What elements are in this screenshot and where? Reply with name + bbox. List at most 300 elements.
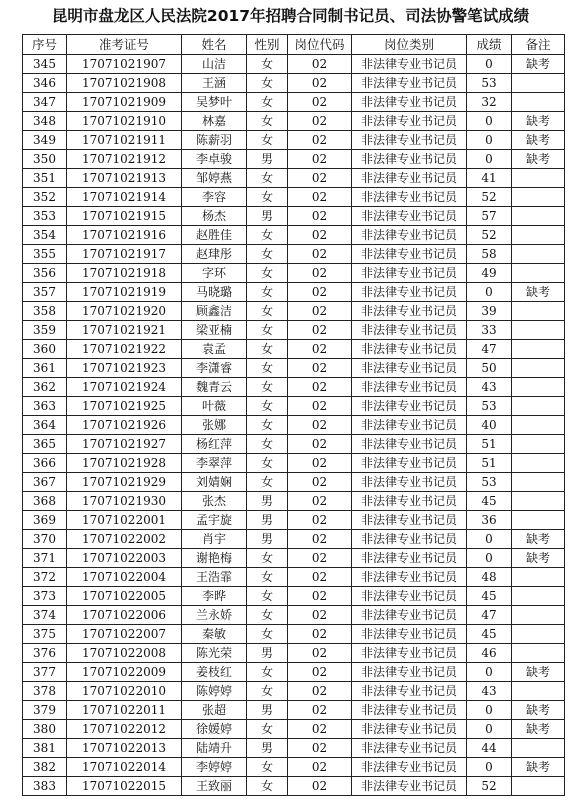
cell-name: 张超	[182, 701, 247, 720]
cell-seq: 368	[23, 492, 67, 511]
cell-gender: 女	[247, 777, 288, 796]
cell-post-code: 02	[288, 131, 352, 150]
cell-score: 45	[467, 625, 512, 644]
cell-exam-id: 17071022012	[67, 720, 182, 739]
cell-exam-id: 17071022002	[67, 530, 182, 549]
cell-exam-id: 17071021929	[67, 473, 182, 492]
cell-seq: 383	[23, 777, 67, 796]
cell-note: 缺考	[512, 701, 565, 720]
cell-post-code: 02	[288, 378, 352, 397]
cell-post-category: 非法律专业书记员	[352, 112, 467, 131]
table-row	[23, 188, 565, 207]
cell-score: 0	[467, 283, 512, 302]
table-row	[23, 625, 565, 644]
cell-post-category: 非法律专业书记员	[352, 245, 467, 264]
cell-name: 兰永娇	[182, 606, 247, 625]
cell-exam-id: 17071021921	[67, 321, 182, 340]
cell-post-code: 02	[288, 226, 352, 245]
cell-post-category: 非法律专业书记员	[352, 150, 467, 169]
cell-gender: 男	[247, 511, 288, 530]
cell-note: 缺考	[512, 112, 565, 131]
cell-note: 缺考	[512, 131, 565, 150]
cell-name: 王浩霏	[182, 568, 247, 587]
cell-seq: 359	[23, 321, 67, 340]
table-row	[23, 207, 565, 226]
cell-exam-id: 17071021919	[67, 283, 182, 302]
cell-post-category: 非法律专业书记员	[352, 131, 467, 150]
cell-post-category: 非法律专业书记员	[352, 549, 467, 568]
cell-name: 陈光荣	[182, 644, 247, 663]
cell-seq: 369	[23, 511, 67, 530]
cell-post-category: 非法律专业书记员	[352, 625, 467, 644]
cell-seq: 376	[23, 644, 67, 663]
cell-seq: 373	[23, 587, 67, 606]
cell-name: 杨红萍	[182, 435, 247, 454]
cell-score: 58	[467, 245, 512, 264]
cell-seq: 372	[23, 568, 67, 587]
cell-score: 50	[467, 359, 512, 378]
table-row	[23, 758, 565, 777]
cell-gender: 女	[247, 340, 288, 359]
cell-exam-id: 17071022015	[67, 777, 182, 796]
cell-post-category: 非法律专业书记员	[352, 207, 467, 226]
table-row	[23, 530, 565, 549]
cell-seq: 377	[23, 663, 67, 682]
table-row	[23, 150, 565, 169]
table-row	[23, 283, 565, 302]
cell-post-category: 非法律专业书记员	[352, 701, 467, 720]
cell-gender: 女	[247, 663, 288, 682]
cell-gender: 女	[247, 549, 288, 568]
cell-post-category: 非法律专业书记员	[352, 587, 467, 606]
cell-post-category: 非法律专业书记员	[352, 302, 467, 321]
header-post-code: 岗位代码	[288, 35, 352, 55]
table-row	[23, 245, 565, 264]
cell-score: 45	[467, 492, 512, 511]
cell-name: 字环	[182, 264, 247, 283]
cell-seq: 370	[23, 530, 67, 549]
cell-exam-id: 17071022008	[67, 644, 182, 663]
table-row	[23, 568, 565, 587]
cell-post-code: 02	[288, 93, 352, 112]
cell-gender: 女	[247, 758, 288, 777]
cell-post-code: 02	[288, 720, 352, 739]
header-exam-id: 准考证号	[67, 35, 182, 55]
cell-seq: 350	[23, 150, 67, 169]
table-row	[23, 74, 565, 93]
cell-name: 赵胜佳	[182, 226, 247, 245]
cell-gender: 女	[247, 416, 288, 435]
cell-exam-id: 17071021915	[67, 207, 182, 226]
cell-name: 叶薇	[182, 397, 247, 416]
cell-score: 0	[467, 131, 512, 150]
table-row	[23, 663, 565, 682]
cell-seq: 380	[23, 720, 67, 739]
cell-post-category: 非法律专业书记员	[352, 321, 467, 340]
cell-exam-id: 17071021909	[67, 93, 182, 112]
cell-gender: 女	[247, 169, 288, 188]
header-score: 成绩	[467, 35, 512, 55]
cell-score: 43	[467, 682, 512, 701]
cell-gender: 男	[247, 530, 288, 549]
cell-post-category: 非法律专业书记员	[352, 226, 467, 245]
cell-exam-id: 17071022014	[67, 758, 182, 777]
cell-name: 李卓骏	[182, 150, 247, 169]
cell-post-category: 非法律专业书记员	[352, 644, 467, 663]
cell-seq: 375	[23, 625, 67, 644]
cell-note	[512, 682, 565, 701]
cell-post-category: 非法律专业书记员	[352, 777, 467, 796]
cell-gender: 女	[247, 682, 288, 701]
cell-gender: 女	[247, 93, 288, 112]
cell-name: 王致丽	[182, 777, 247, 796]
cell-score: 41	[467, 169, 512, 188]
cell-name: 梁亚楠	[182, 321, 247, 340]
cell-post-code: 02	[288, 397, 352, 416]
cell-gender: 男	[247, 207, 288, 226]
cell-note	[512, 473, 565, 492]
cell-post-code: 02	[288, 150, 352, 169]
cell-seq: 366	[23, 454, 67, 473]
cell-gender: 女	[247, 188, 288, 207]
cell-name: 山洁	[182, 55, 247, 74]
cell-name: 袁孟	[182, 340, 247, 359]
cell-seq: 363	[23, 397, 67, 416]
cell-post-category: 非法律专业书记员	[352, 682, 467, 701]
cell-name: 陈婷婷	[182, 682, 247, 701]
cell-name: 张娜	[182, 416, 247, 435]
table-row	[23, 511, 565, 530]
cell-post-category: 非法律专业书记员	[352, 492, 467, 511]
cell-post-category: 非法律专业书记员	[352, 530, 467, 549]
cell-score: 0	[467, 758, 512, 777]
cell-name: 李容	[182, 188, 247, 207]
cell-exam-id: 17071022009	[67, 663, 182, 682]
cell-exam-id: 17071021918	[67, 264, 182, 283]
cell-gender: 男	[247, 492, 288, 511]
table-row	[23, 359, 565, 378]
cell-exam-id: 17071022001	[67, 511, 182, 530]
cell-note	[512, 93, 565, 112]
cell-gender: 女	[247, 568, 288, 587]
cell-score: 53	[467, 74, 512, 93]
cell-exam-id: 17071022011	[67, 701, 182, 720]
cell-post-code: 02	[288, 606, 352, 625]
cell-exam-id: 17071021922	[67, 340, 182, 359]
cell-score: 0	[467, 112, 512, 131]
header-note: 备注	[512, 35, 565, 55]
table-row	[23, 416, 565, 435]
cell-note	[512, 587, 565, 606]
cell-score: 0	[467, 150, 512, 169]
cell-name: 孟宇旋	[182, 511, 247, 530]
cell-note	[512, 321, 565, 340]
cell-score: 0	[467, 55, 512, 74]
cell-note: 缺考	[512, 283, 565, 302]
cell-exam-id: 17071022005	[67, 587, 182, 606]
cell-note: 缺考	[512, 150, 565, 169]
table-row	[23, 739, 565, 758]
cell-post-code: 02	[288, 74, 352, 93]
cell-post-code: 02	[288, 188, 352, 207]
cell-gender: 女	[247, 226, 288, 245]
cell-score: 0	[467, 549, 512, 568]
cell-note	[512, 492, 565, 511]
table-row	[23, 587, 565, 606]
header-post-category: 岗位类别	[352, 35, 467, 55]
cell-note	[512, 302, 565, 321]
table-row	[23, 682, 565, 701]
cell-score: 51	[467, 454, 512, 473]
table-header-row	[23, 35, 565, 55]
cell-gender: 女	[247, 112, 288, 131]
cell-note	[512, 378, 565, 397]
cell-exam-id: 17071021923	[67, 359, 182, 378]
scores-table	[22, 34, 565, 796]
cell-seq: 371	[23, 549, 67, 568]
cell-exam-id: 17071021917	[67, 245, 182, 264]
cell-post-code: 02	[288, 340, 352, 359]
table-row	[23, 473, 565, 492]
cell-exam-id: 17071021924	[67, 378, 182, 397]
cell-note	[512, 606, 565, 625]
cell-name: 谢艳梅	[182, 549, 247, 568]
cell-score: 39	[467, 302, 512, 321]
cell-exam-id: 17071021913	[67, 169, 182, 188]
table-row	[23, 93, 565, 112]
cell-note	[512, 511, 565, 530]
cell-gender: 女	[247, 283, 288, 302]
cell-score: 57	[467, 207, 512, 226]
cell-gender: 女	[247, 606, 288, 625]
table-row	[23, 112, 565, 131]
cell-name: 刘婧娴	[182, 473, 247, 492]
cell-score: 47	[467, 340, 512, 359]
table-row	[23, 435, 565, 454]
cell-seq: 348	[23, 112, 67, 131]
cell-post-code: 02	[288, 169, 352, 188]
cell-note	[512, 625, 565, 644]
cell-gender: 女	[247, 473, 288, 492]
cell-score: 32	[467, 93, 512, 112]
cell-name: 李婷婷	[182, 758, 247, 777]
cell-score: 47	[467, 606, 512, 625]
cell-name: 马晓璐	[182, 283, 247, 302]
cell-note	[512, 416, 565, 435]
cell-gender: 女	[247, 378, 288, 397]
cell-post-code: 02	[288, 454, 352, 473]
cell-post-category: 非法律专业书记员	[352, 169, 467, 188]
cell-name: 赵珒彤	[182, 245, 247, 264]
cell-gender: 女	[247, 302, 288, 321]
cell-note	[512, 359, 565, 378]
cell-score: 49	[467, 264, 512, 283]
cell-score: 0	[467, 663, 512, 682]
cell-exam-id: 17071022003	[67, 549, 182, 568]
cell-score: 53	[467, 473, 512, 492]
table-row	[23, 397, 565, 416]
cell-exam-id: 17071021910	[67, 112, 182, 131]
cell-gender: 女	[247, 720, 288, 739]
cell-gender: 女	[247, 321, 288, 340]
cell-seq: 367	[23, 473, 67, 492]
cell-exam-id: 17071022006	[67, 606, 182, 625]
cell-post-category: 非法律专业书记员	[352, 264, 467, 283]
table-row	[23, 492, 565, 511]
cell-post-code: 02	[288, 701, 352, 720]
cell-exam-id: 17071021925	[67, 397, 182, 416]
cell-score: 0	[467, 701, 512, 720]
cell-name: 王涵	[182, 74, 247, 93]
cell-note	[512, 568, 565, 587]
cell-note	[512, 340, 565, 359]
cell-note: 缺考	[512, 663, 565, 682]
cell-post-code: 02	[288, 321, 352, 340]
cell-seq: 382	[23, 758, 67, 777]
cell-post-category: 非法律专业书记员	[352, 359, 467, 378]
header-name: 姓名	[182, 35, 247, 55]
cell-name: 吴梦叶	[182, 93, 247, 112]
cell-post-category: 非法律专业书记员	[352, 720, 467, 739]
cell-seq: 352	[23, 188, 67, 207]
cell-post-code: 02	[288, 549, 352, 568]
cell-seq: 355	[23, 245, 67, 264]
cell-seq: 360	[23, 340, 67, 359]
table-row	[23, 321, 565, 340]
cell-note: 缺考	[512, 530, 565, 549]
cell-gender: 女	[247, 397, 288, 416]
cell-gender: 女	[247, 55, 288, 74]
cell-post-code: 02	[288, 682, 352, 701]
cell-post-category: 非法律专业书记员	[352, 93, 467, 112]
cell-exam-id: 17071021926	[67, 416, 182, 435]
cell-post-code: 02	[288, 245, 352, 264]
cell-exam-id: 17071021908	[67, 74, 182, 93]
cell-post-code: 02	[288, 644, 352, 663]
cell-note	[512, 435, 565, 454]
cell-note	[512, 739, 565, 758]
cell-name: 李翠萍	[182, 454, 247, 473]
cell-seq: 345	[23, 55, 67, 74]
cell-post-code: 02	[288, 283, 352, 302]
cell-score: 0	[467, 530, 512, 549]
cell-gender: 女	[247, 359, 288, 378]
cell-name: 秦敏	[182, 625, 247, 644]
cell-note	[512, 397, 565, 416]
cell-exam-id: 17071022010	[67, 682, 182, 701]
cell-note	[512, 245, 565, 264]
cell-note	[512, 226, 565, 245]
cell-seq: 365	[23, 435, 67, 454]
table-row	[23, 340, 565, 359]
cell-note	[512, 207, 565, 226]
cell-post-category: 非法律专业书记员	[352, 758, 467, 777]
cell-post-category: 非法律专业书记员	[352, 55, 467, 74]
cell-name: 肖宇	[182, 530, 247, 549]
cell-score: 53	[467, 397, 512, 416]
cell-score: 52	[467, 188, 512, 207]
cell-post-code: 02	[288, 739, 352, 758]
cell-note	[512, 264, 565, 283]
cell-post-code: 02	[288, 777, 352, 796]
cell-seq: 351	[23, 169, 67, 188]
cell-post-code: 02	[288, 207, 352, 226]
cell-post-code: 02	[288, 473, 352, 492]
cell-post-category: 非法律专业书记员	[352, 606, 467, 625]
cell-name: 杨杰	[182, 207, 247, 226]
cell-name: 顾鑫洁	[182, 302, 247, 321]
table-row	[23, 777, 565, 796]
table-body	[23, 55, 565, 796]
cell-seq: 364	[23, 416, 67, 435]
table-row	[23, 720, 565, 739]
cell-seq: 357	[23, 283, 67, 302]
cell-gender: 女	[247, 245, 288, 264]
cell-gender: 女	[247, 131, 288, 150]
cell-gender: 女	[247, 435, 288, 454]
cell-score: 45	[467, 587, 512, 606]
cell-gender: 女	[247, 264, 288, 283]
cell-score: 0	[467, 720, 512, 739]
cell-seq: 356	[23, 264, 67, 283]
cell-post-code: 02	[288, 625, 352, 644]
cell-post-code: 02	[288, 511, 352, 530]
cell-name: 姜枝红	[182, 663, 247, 682]
cell-post-code: 02	[288, 55, 352, 74]
cell-exam-id: 17071021912	[67, 150, 182, 169]
table-row	[23, 302, 565, 321]
cell-note	[512, 188, 565, 207]
cell-name: 陆靖升	[182, 739, 247, 758]
cell-seq: 379	[23, 701, 67, 720]
cell-note: 缺考	[512, 549, 565, 568]
cell-post-code: 02	[288, 359, 352, 378]
table-row	[23, 226, 565, 245]
table-row	[23, 55, 565, 74]
cell-post-code: 02	[288, 663, 352, 682]
table-row	[23, 549, 565, 568]
cell-note	[512, 644, 565, 663]
cell-seq: 361	[23, 359, 67, 378]
cell-post-code: 02	[288, 112, 352, 131]
cell-post-code: 02	[288, 758, 352, 777]
header-seq: 序号	[23, 35, 67, 55]
cell-post-category: 非法律专业书记员	[352, 739, 467, 758]
table-row	[23, 264, 565, 283]
cell-post-category: 非法律专业书记员	[352, 454, 467, 473]
cell-seq: 353	[23, 207, 67, 226]
cell-score: 48	[467, 568, 512, 587]
cell-exam-id: 17071021911	[67, 131, 182, 150]
cell-post-code: 02	[288, 492, 352, 511]
cell-post-category: 非法律专业书记员	[352, 511, 467, 530]
cell-seq: 346	[23, 74, 67, 93]
cell-post-category: 非法律专业书记员	[352, 416, 467, 435]
cell-name: 邹婷燕	[182, 169, 247, 188]
cell-gender: 男	[247, 739, 288, 758]
cell-seq: 354	[23, 226, 67, 245]
cell-name: 徐媛婷	[182, 720, 247, 739]
cell-exam-id: 17071022013	[67, 739, 182, 758]
cell-post-category: 非法律专业书记员	[352, 283, 467, 302]
cell-score: 43	[467, 378, 512, 397]
table-row	[23, 454, 565, 473]
cell-name: 张杰	[182, 492, 247, 511]
cell-note	[512, 454, 565, 473]
cell-score: 46	[467, 644, 512, 663]
cell-score: 44	[467, 739, 512, 758]
cell-gender: 男	[247, 150, 288, 169]
